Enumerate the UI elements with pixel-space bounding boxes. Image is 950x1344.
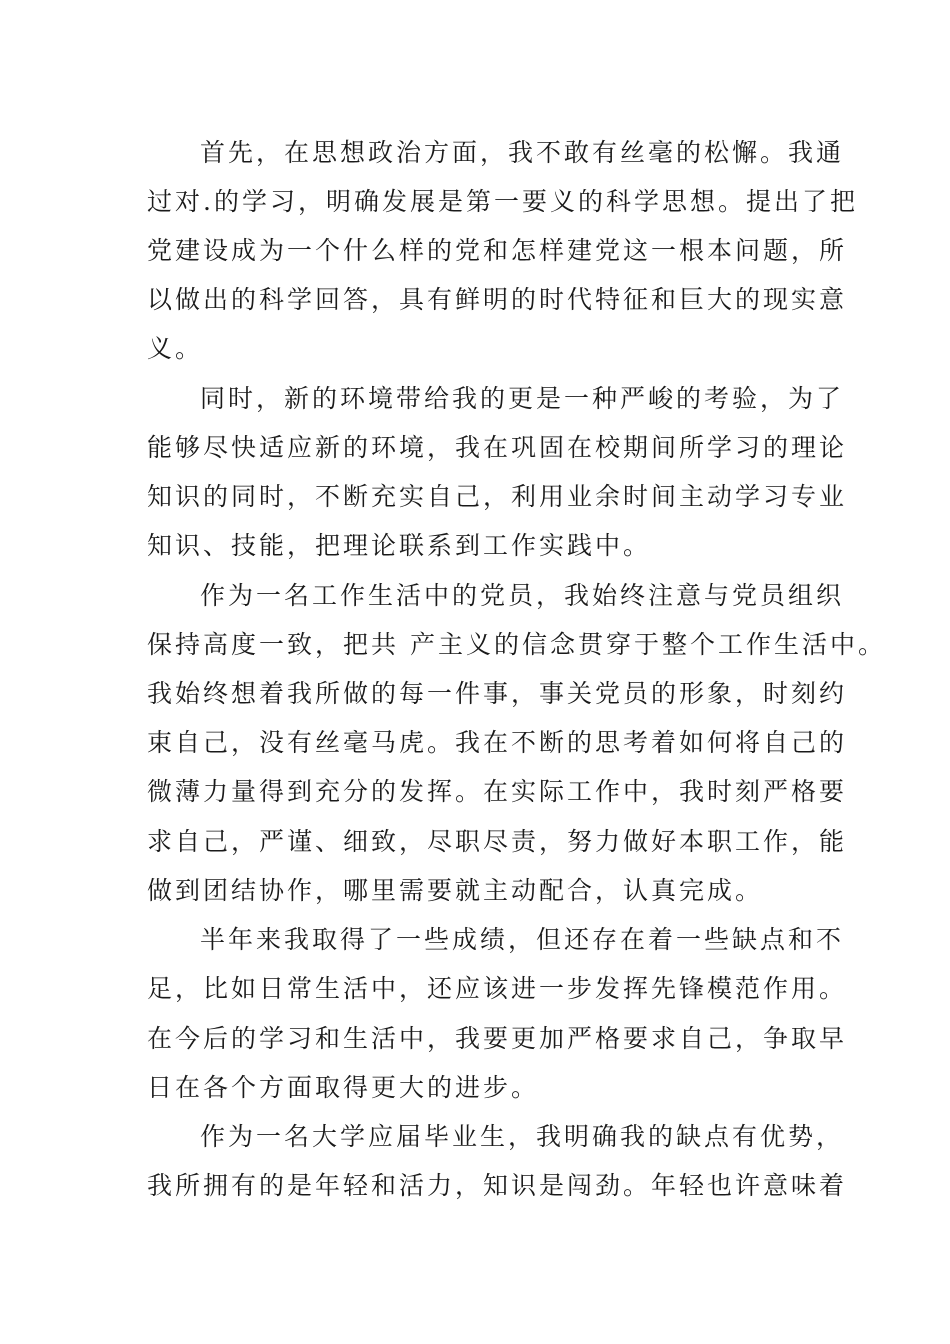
text-line: 求自己，严谨、细致，尽职尽责，努力做好本职工作，能 (147, 827, 848, 856)
text-line: 束自己，没有丝毫马虎。我在不断的思考着如何将自己的 (147, 728, 848, 757)
text-line: 半年来我取得了一些成绩，但还存在着一些缺点和不 (200, 925, 845, 954)
text-line: 日在各个方面取得更大的进步。 (147, 1073, 540, 1102)
text-line: 义。 (147, 334, 204, 363)
text-line: 以做出的科学回答，具有鲜明的时代特征和巨大的现实意 (147, 285, 848, 314)
text-line: 微薄力量得到充分的发挥。在实际工作中，我时刻严格要 (147, 777, 848, 806)
text-line: 我始终想着我所做的每一件事，事关党员的形象，时刻约 (147, 679, 848, 708)
text-line: 过对.的学习，明确发展是第一要义的科学思想。提出了把 (147, 187, 858, 216)
text-line: 知识的同时，不断充实自己，利用业余时间主动学习专业 (147, 482, 848, 511)
text-line: 足，比如日常生活中，还应该进一步发挥先锋模范作用。 (147, 974, 848, 1003)
text-line: 党建设成为一个什么样的党和怎样建党这一根本问题，所 (147, 236, 848, 265)
text-line: 首先，在思想政治方面，我不敢有丝毫的松懈。我通 (200, 138, 845, 167)
text-line: 作为一名工作生活中的党员，我始终注意与党员组织 (200, 581, 845, 610)
text-line: 我所拥有的是年轻和活力，知识是闯劲。年轻也许意味着 (147, 1171, 848, 1200)
text-line: 能够尽快适应新的环境，我在巩固在校期间所学习的理论 (147, 433, 848, 462)
text-line: 保持高度一致，把共 产主义的信念贯穿于整个工作生活中。 (147, 630, 886, 659)
text-line: 做到团结协作，哪里需要就主动配合，认真完成。 (147, 876, 764, 905)
text-line: 在今后的学习和生活中，我要更加严格要求自己，争取早 (147, 1024, 848, 1053)
text-line: 作为一名大学应届毕业生，我明确我的缺点有优势， (200, 1122, 845, 1151)
text-line: 知识、技能，把理论联系到工作实践中。 (147, 531, 652, 560)
text-line: 同时，新的环境带给我的更是一种严峻的考验，为了 (200, 384, 845, 413)
